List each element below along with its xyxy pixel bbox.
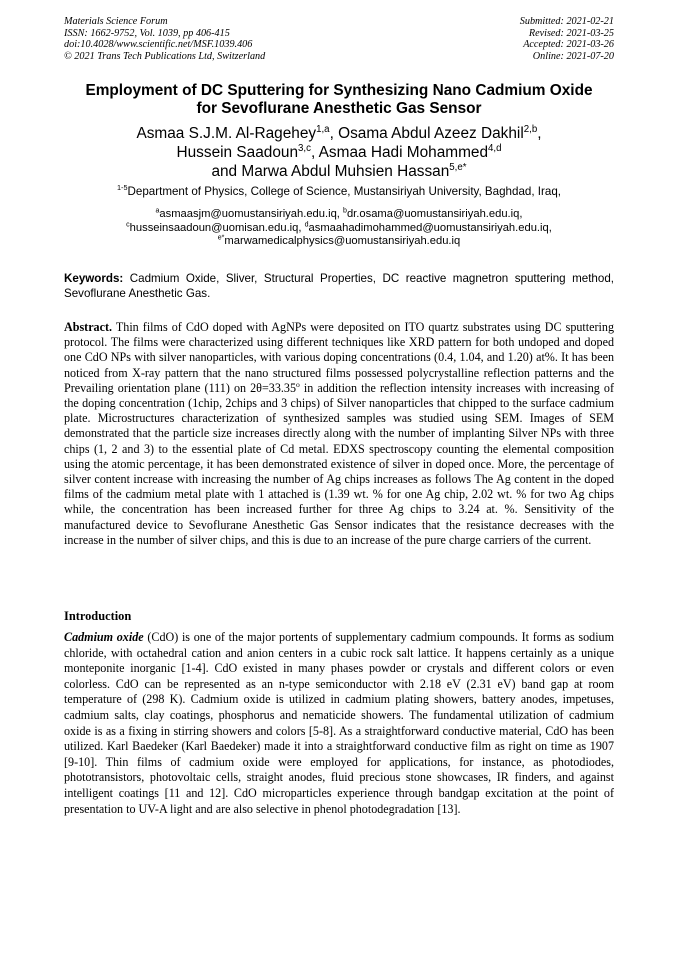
affiliation-text: Department of Physics, College of Science, Mustansiriyah University, Baghdad, Iraq, bbox=[127, 185, 561, 198]
author-name: Hussein Saadoun bbox=[176, 144, 299, 161]
author-sup: 4,d bbox=[488, 142, 502, 154]
journal-header bbox=[64, 16, 265, 62]
email-line-3 bbox=[48, 235, 630, 249]
author-sup: 2,b bbox=[523, 123, 538, 135]
journal-issn: ISSN: 1662-9752, Vol. 1039, pp 406-415 bbox=[64, 27, 230, 39]
email-sup: e* bbox=[217, 234, 225, 242]
keywords-text: Cadmium Oxide, Sliver, Structural Properties, DC reactive magnetron sputtering method, Sevoflurane Anesthetic Gas. bbox=[64, 272, 614, 300]
email-sup: c bbox=[126, 220, 130, 228]
author-separator: , bbox=[329, 125, 339, 142]
author-name: Osama Abdul Azeez Dakhil bbox=[338, 125, 524, 142]
author-name: Marwa Abdul Muhsien Hassan bbox=[241, 163, 450, 180]
email-address[interactable]: husseinsaadoun@uomisan.edu.iq, bbox=[129, 221, 305, 234]
author-sup: 3,c bbox=[298, 142, 311, 154]
author-line-3 bbox=[48, 162, 630, 181]
keywords bbox=[64, 271, 614, 301]
author-sup: 5,e* bbox=[449, 161, 467, 173]
author-list bbox=[48, 124, 630, 181]
abstract-label: Abstract. bbox=[64, 320, 113, 334]
journal-name: Materials Science Forum bbox=[64, 16, 168, 27]
section-heading-introduction: Introduction bbox=[64, 609, 132, 623]
dates-header bbox=[520, 16, 614, 62]
introduction-text: (CdO) is one of the major portents of supplementary cadmium compounds. It forms as sodium chloride, with octahedral cation and anion centers in a cubic rock salt lattice. It happens certainly as a unique monteponite inorganic [1-4]. CdO existed in many phases powder or crystals and different colors or even colorless. CdO can be represented as an n-type semiconductor with 2.18 eV (2.31 eV) band gap at room temperature of (298 K). Cadmium oxide is utilized in cadmium plating showers, battery anodes, impetuses, cadmium salts, clay coatings, phosphorus and nematicide showers. The fundamental utilization of cadmium oxide is as a fixing in stirring showers and colors [5-8]. As a straightforward conductive material, CdO has been utilized. Karl Baedeker (Karl Baedeker) made it into a straightforward conductive film as right on time as 1907 [9-10]. Thin films of cadmium oxide were employed for applications, for instance, as photodiodes, phototransistors, photovoltaic cells, straight anodes, fluid precious stone showcases, IR finders, and against intelligent coatings [11 and 12]. CdO microparticles experience through bandgap excitation at the point of presentation to UV-A light and are also selective in phenol photodegradation [13]. bbox=[64, 630, 615, 816]
date-submitted: Submitted: 2021-02-21 bbox=[519, 16, 614, 27]
author-name: Asmaa S.J.M. Al-Ragehey bbox=[136, 125, 317, 142]
journal-copyright: © 2021 Trans Tech Publications Ltd, Switzerland bbox=[64, 50, 266, 62]
email-sup: d bbox=[304, 220, 309, 228]
degree-sup: o bbox=[296, 379, 300, 389]
keywords-label: Keywords: bbox=[64, 272, 124, 285]
email-address[interactable]: dr.osama@uomustansiriyah.edu.iq, bbox=[346, 208, 523, 220]
introduction-paragraph bbox=[64, 630, 614, 817]
abstract bbox=[64, 320, 614, 548]
affiliation-sup: 1-5 bbox=[116, 183, 128, 193]
author-sup: 1,a bbox=[316, 123, 330, 135]
date-online: Online: 2021-07-20 bbox=[532, 50, 614, 62]
email-line-2 bbox=[48, 222, 630, 236]
title-line-1: Employment of DC Sputtering for Synthesizing Nano Cadmium Oxide bbox=[85, 82, 593, 99]
abstract-text-continued: in addition the reflection intensity increases with increasing of the doping concentration (1chip, 2chips and 3 chips) of Silver nanoparticles that chipped to the surface cadmium plate. Microstructures characterization of synthesized samples was studied using SEM. Images of SEM demonstrated that the particle size increases directly along with the number of implanting Silver NPs with three chips (1, 2 and 3) to the essential plate of Cd metal. EDXS spectroscopy counting the elemental composition using the atomic percentage, it has been demonstrated existence of silver in doped once. More, the percentage of silver content increase with increasing the number of Ag chips increases as follows The Ag content in the doped films of the cadmium metal plate with 1 attached is (1.39 wt. % for one Ag chip, 2.02 wt. % for two Ag chips while, the concentration has been increased further for three Ag chips to 3.24 at. %. Sensitivity of the manufactured device to Sevoflurane Anesthetic Gas Sensor indicates that the resistance decreases with the increase in the number of silver chips, and this is due to an increase of the pure charge carriers of the current. bbox=[64, 380, 615, 547]
journal-doi: doi:10.4028/www.scientific.net/MSF.1039.406 bbox=[64, 39, 253, 51]
email-line-1 bbox=[48, 208, 630, 222]
introduction-lead: Cadmium oxide bbox=[64, 630, 144, 644]
author-separator: , bbox=[310, 144, 319, 161]
abstract-text: Thin films of CdO doped with AgNPs were deposited on ITO quartz substrates using DC sputtering protocol. The films were characterized using different techniques like XRD pattern for both undoped and doped one CdO NPs with silver nanoparticles, with various doping concentrations (0.4, 1.04, and 1.20) at%. It has been noticed from X-ray pattern that the nano structured films possessed polycrystalline reflection patterns and the Prevailing orientation plane (111) on 2θ=33.35 bbox=[64, 320, 614, 395]
date-accepted: Accepted: 2021-03-26 bbox=[523, 39, 614, 51]
email-list bbox=[48, 208, 630, 249]
email-sup: a bbox=[155, 207, 160, 215]
email-address[interactable]: asmaahadimohammed@uomustansiriyah.edu.iq, bbox=[308, 221, 552, 234]
paper-title bbox=[48, 82, 630, 118]
email-sup: b bbox=[343, 207, 347, 215]
author-conjunction: and bbox=[211, 163, 242, 180]
author-separator: , bbox=[537, 125, 542, 142]
affiliation bbox=[48, 185, 630, 199]
author-line-1 bbox=[48, 124, 630, 143]
date-revised: Revised: 2021-03-25 bbox=[528, 27, 614, 39]
email-address[interactable]: marwamedicalphysics@uomustansiriyah.edu.iq bbox=[224, 235, 461, 248]
title-line-2: for Sevoflurane Anesthetic Gas Sensor bbox=[196, 100, 482, 117]
author-line-2 bbox=[48, 143, 630, 162]
email-address[interactable]: asmaasjm@uomustansiriyah.edu.iq, bbox=[159, 208, 344, 220]
author-name: Asmaa Hadi Mohammed bbox=[318, 144, 489, 161]
